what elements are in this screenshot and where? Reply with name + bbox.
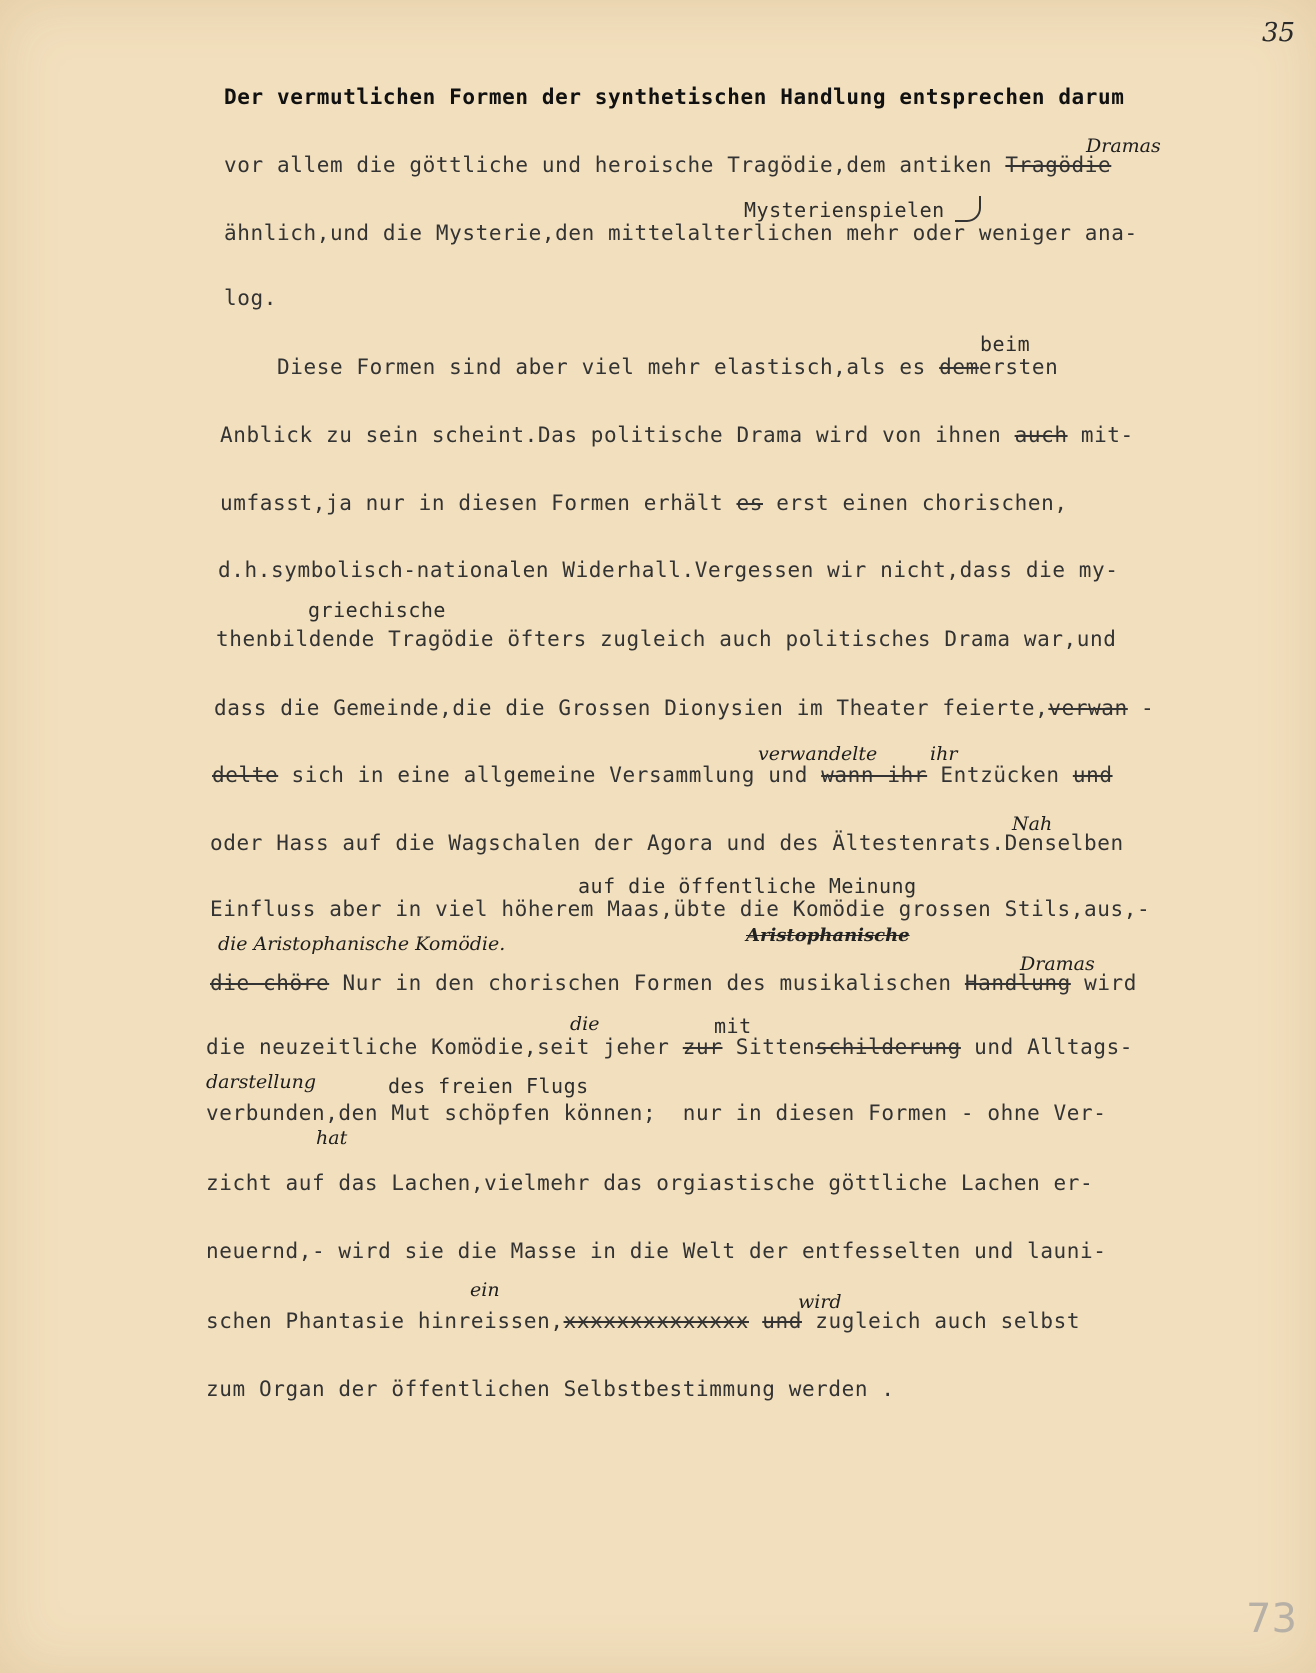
text-line bbox=[206, 1306, 1080, 1336]
text-run: die neuzeitliche Komödie,seit jeher bbox=[206, 1035, 683, 1059]
struck-text: wann ihr bbox=[821, 763, 928, 787]
struck-text: und bbox=[1072, 763, 1113, 787]
struck-text: dem bbox=[939, 355, 979, 379]
text-run: oder Hass auf die Wagschalen der Agora und des Ältestenrats.Denselben bbox=[210, 831, 1124, 855]
text-run: Diese Formen sind aber viel mehr elastisch,als es bbox=[224, 355, 940, 379]
handwritten-insertion: die bbox=[570, 1013, 600, 1035]
handwritten-insertion: die Aristophanische Komödie. bbox=[218, 933, 506, 955]
text-run: Entzücken bbox=[927, 763, 1073, 787]
text-run: ersten bbox=[978, 355, 1059, 379]
handwritten-insertion: Dramas bbox=[1086, 135, 1161, 157]
archive-number: 73 bbox=[1246, 1596, 1297, 1642]
text-line bbox=[220, 420, 1134, 450]
text-line bbox=[224, 218, 1138, 248]
handwritten-insertion: wird bbox=[798, 1291, 842, 1313]
text-run: mit- bbox=[1067, 423, 1134, 447]
text-run: erst einen chorischen, bbox=[762, 491, 1068, 515]
typed-insertion: griechische bbox=[308, 598, 446, 622]
typed-insertion: auf die öffentliche Meinung bbox=[578, 874, 917, 898]
text-run: neuernd,- wird sie die Masse in die Welt der entfesselten und launi- bbox=[206, 1239, 1107, 1263]
handwritten-insertion: Nah bbox=[1012, 813, 1053, 835]
text-run: sich in eine allgemeine Versammlung und bbox=[278, 763, 822, 787]
text-line bbox=[224, 150, 1111, 180]
text-run: wird bbox=[1070, 971, 1138, 995]
struck-text: auch bbox=[1014, 423, 1068, 447]
text-line bbox=[210, 894, 1150, 924]
text-run: und Alltags- bbox=[960, 1035, 1134, 1059]
page-number: 35 bbox=[1262, 18, 1296, 48]
typed-insertion: des freien Flugs bbox=[388, 1074, 589, 1098]
struck-handwritten-note: Aristophanische bbox=[746, 925, 910, 946]
text-line bbox=[206, 1032, 1133, 1062]
text-run: ähnlich,und die Mysterie,den mittelalterlichen mehr oder weniger ana- bbox=[224, 221, 1138, 245]
struck-text: xxxxxxxxxxxxxx bbox=[563, 1309, 749, 1333]
handwritten-insertion: hat bbox=[316, 1127, 348, 1149]
text-run: log. bbox=[224, 286, 277, 310]
text-line bbox=[210, 828, 1124, 858]
text-line bbox=[224, 283, 277, 313]
text-run: verbunden,den Mut schöpfen können; nur in diesen Formen - ohne Ver- bbox=[206, 1101, 1107, 1125]
handwritten-insertion: verwandelte bbox=[758, 743, 878, 765]
text-line bbox=[224, 82, 1125, 112]
text-run: zicht auf das Lachen,vielmehr das orgiastische göttliche Lachen er- bbox=[206, 1171, 1094, 1195]
text-run: Der vermutlichen Formen der synthetischen Handlung entsprechen darum bbox=[224, 85, 1125, 109]
text-run: vor allem die göttliche und heroische Tragödie,dem antiken bbox=[224, 153, 1006, 177]
struck-text: delte bbox=[212, 763, 279, 787]
text-line bbox=[214, 693, 1154, 723]
text-run: zum Organ der öffentlichen Selbstbestimmung werden . bbox=[206, 1377, 895, 1401]
text-run: Nur in den chorischen Formen des musikalischen bbox=[329, 971, 965, 995]
struck-text: es bbox=[736, 491, 763, 515]
text-line bbox=[216, 624, 1117, 654]
text-run: dass die Gemeinde,die die Grossen Dionysien im Theater feierte, bbox=[214, 696, 1049, 720]
text-line bbox=[212, 760, 1113, 790]
typed-insertion: Mysterienspielen bbox=[744, 198, 945, 222]
struck-text: schilderung bbox=[815, 1035, 961, 1059]
typed-insertion: beim bbox=[980, 332, 1031, 356]
handwritten-insertion: Dramas bbox=[1020, 953, 1095, 975]
text-run bbox=[749, 1309, 762, 1333]
text-run: umfasst,ja nur in diesen Formen erhält bbox=[220, 491, 737, 515]
text-line bbox=[220, 488, 1068, 518]
text-line bbox=[224, 352, 1058, 382]
text-run: d.h.symbolisch-nationalen Widerhall.Vergessen wir nicht,dass die my- bbox=[218, 558, 1119, 582]
struck-text: Handlung bbox=[964, 971, 1071, 995]
text-line bbox=[218, 555, 1119, 585]
typed-insertion: mit bbox=[714, 1014, 752, 1038]
text-line bbox=[210, 968, 1137, 998]
text-run: - bbox=[1127, 696, 1155, 720]
struck-text: Tragödie bbox=[1005, 153, 1112, 177]
handwritten-insertion: ihr bbox=[930, 743, 958, 765]
text-run: Einfluss aber in viel höherem Maas,übte die Komödie grossen Stils,aus,- bbox=[210, 897, 1151, 921]
text-line bbox=[206, 1374, 895, 1404]
text-line bbox=[206, 1168, 1093, 1198]
text-run: thenbildende Tragödie öfters zugleich auch politisches Drama war,und bbox=[216, 627, 1117, 651]
text-run: Anblick zu sein scheint.Das politische Drama wird von ihnen bbox=[220, 423, 1015, 447]
struck-text: und bbox=[762, 1309, 802, 1333]
text-run: schen Phantasie hinreissen, bbox=[206, 1309, 564, 1333]
handwritten-insertion: ein bbox=[470, 1279, 500, 1301]
text-run: zugleich auch selbst bbox=[801, 1309, 1081, 1333]
struck-text: die chöre bbox=[210, 971, 330, 995]
struck-text: verwan bbox=[1048, 696, 1128, 720]
handwritten-insertion: darstellung bbox=[206, 1071, 316, 1093]
text-run: Sitten bbox=[722, 1035, 816, 1059]
text-line bbox=[206, 1236, 1107, 1266]
struck-text: zur bbox=[682, 1035, 723, 1059]
